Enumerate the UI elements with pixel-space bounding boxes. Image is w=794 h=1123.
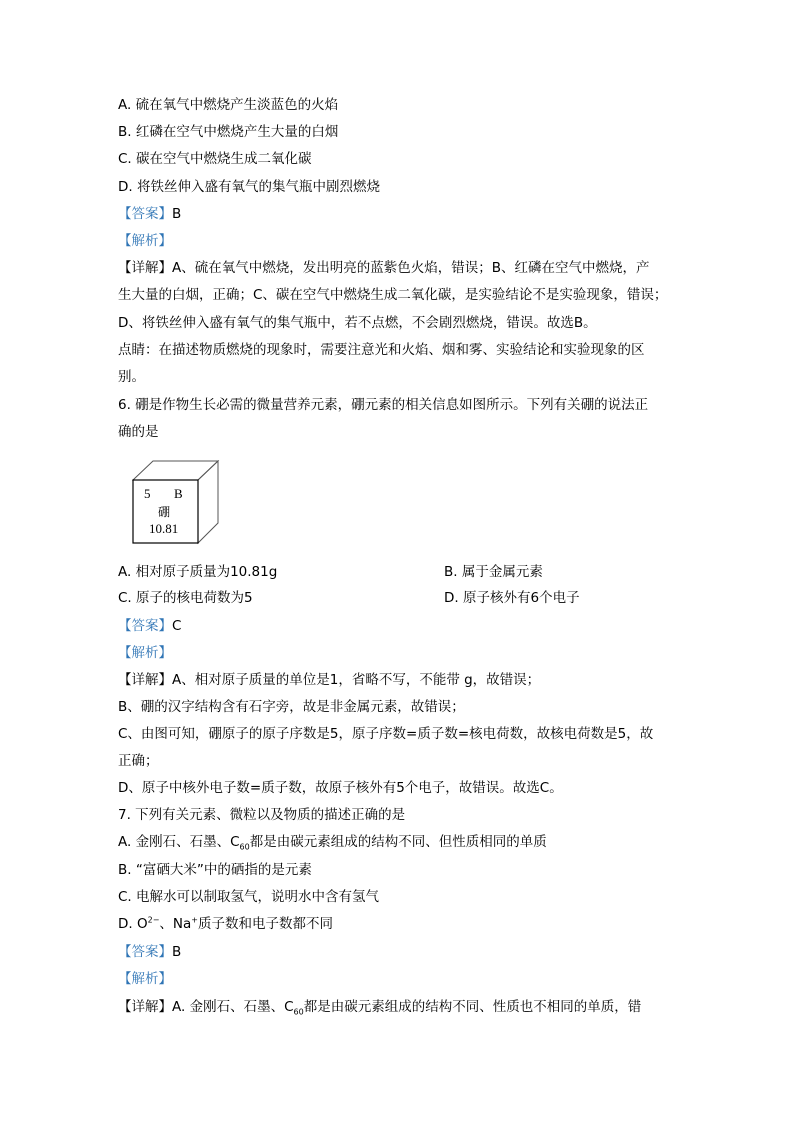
option-text: D. O [118,916,148,932]
analysis-label: 【解析】 [118,971,172,987]
detail-line: 正确； [118,753,159,769]
subscript: 60 [293,1007,304,1017]
q6-stem: 确的是 [118,424,159,440]
detail-label: 【详解】 [118,999,172,1015]
option [118,915,333,933]
option-text: 都是由碳元素组成的结构不同、但性质相同的单质 [249,834,547,850]
detail-text: A、硫在氧气中燃烧，发出明亮的蓝紫色火焰，错误；B、红磷在空气中燃烧，产 [172,260,650,276]
detail-text: A、相对原子质量的单位是1，省略不写，不能带 g，故错误； [172,672,541,688]
option: B. 属于金属元素 [444,564,543,580]
tip-line: 别。 [118,369,145,385]
answer-value: C [172,618,182,634]
detail-label: 【详解】 [118,260,172,276]
atomic-mass: 10.81 [149,521,179,536]
element-cube-figure [132,460,218,544]
answer-label: 【答案】 [118,944,172,960]
option: C. 原子的核电荷数为5 [118,590,253,606]
option-text: 质子数和电子数都不同 [197,916,333,932]
option-text: A. 金刚石、石墨、C [118,834,240,850]
detail-line [118,998,641,1016]
q6-answer [118,617,181,635]
detail-line [118,259,650,277]
detail-line [118,671,540,689]
option: A. 相对原子质量为10.81g [118,564,278,580]
answer-value: B [172,206,182,222]
option: C. 电解水可以制取氢气，说明水中含有氢气 [118,889,380,905]
option: B. 红磷在空气中燃烧产生大量的白烟 [118,124,339,140]
detail-label: 【详解】 [118,672,172,688]
tip-line: 点睛：在描述物质燃烧的现象时，需要注意光和火焰、烟和雾、实验结论和实验现象的区 [118,342,645,358]
analysis-label: 【解析】 [118,233,172,249]
superscript: + [191,915,198,925]
answer-value: B [172,944,182,960]
subscript: 60 [239,842,250,852]
q7-answer [118,943,181,961]
analysis-label: 【解析】 [118,645,172,661]
option [118,833,547,851]
answer-label: 【答案】 [118,206,172,222]
option-text: 、Na [159,916,192,932]
detail-line: 生大量的白烟，正确；C、碳在空气中燃烧生成二氧化碳，是实验结论不是实验现象，错误； [118,287,668,303]
option: D. 原子核外有6个电子 [444,590,580,606]
option: B. “富硒大米”中的硒指的是元素 [118,862,312,878]
detail-line: D、将铁丝伸入盛有氧气的集气瓶中，若不点燃，不会剧烈燃烧，错误。故选B。 [118,315,597,331]
option: D. 将铁丝伸入盛有氧气的集气瓶中剧烈燃烧 [118,179,380,195]
detail-text: 都是由碳元素组成的结构不同、性质也不相同的单质，错 [303,999,642,1015]
option: C. 碳在空气中燃烧生成二氧化碳 [118,151,312,167]
atomic-number: 5 [144,486,151,501]
q7-stem: 7. 下列有关元素、微粒以及物质的描述正确的是 [118,807,406,823]
q5-answer [118,205,181,223]
answer-label: 【答案】 [118,618,172,634]
detail-line: C、由图可知，硼原子的原子序数是5，原子序数=质子数=核电荷数，故核电荷数是5，故 [118,726,654,742]
option: A. 硫在氧气中燃烧产生淡蓝色的火焰 [118,97,339,113]
detail-line: B、硼的汉字结构含有石字旁，故是非金属元素，故错误； [118,699,465,715]
detail-line: D、原子中核外电子数=质子数，故原子核外有5个电子，故错误。故选C。 [118,780,563,796]
q6-stem: 6. 硼是作物生长必需的微量营养元素，硼元素的相关信息如图所示。下列有关硼的说法正 [118,397,649,413]
element-symbol: B [174,486,183,501]
superscript: 2− [147,915,160,925]
detail-text: A. 金刚石、石墨、C [172,999,294,1015]
element-name: 硼 [158,505,171,519]
